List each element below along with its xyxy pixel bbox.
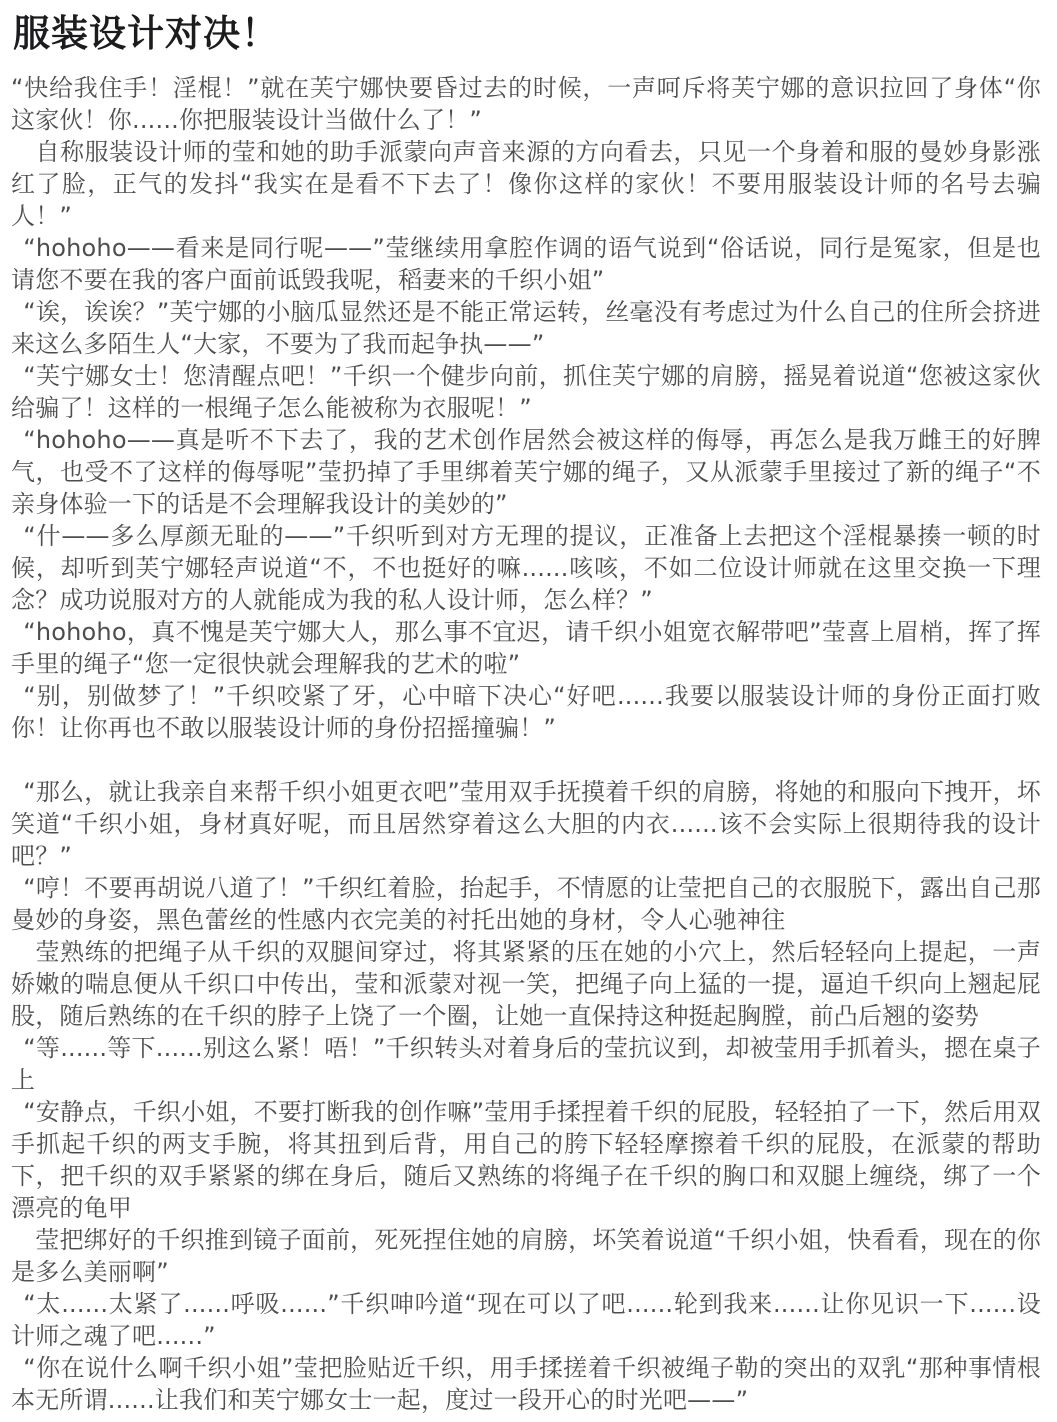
paragraph: “hohoho，真不愧是芙宁娜大人，那么事不宜迟，请千织小姐宽衣解带吧”莹喜上眉梢，挥了挥手里的绳子“您一定很快就会理解我的艺术的啦” xyxy=(11,618,1041,678)
paragraph: “哼！不要再胡说八道了！”千织红着脸，抬起手，不情愿的让莹把自己的衣服脱下，露出自己那曼妙的身姿，黑色蕾丝的性感内衣完美的衬托出她的身材，令人心驰神往 xyxy=(11,874,1041,934)
paragraph: 自称服装设计师的莹和她的助手派蒙向声音来源的方向看去，只见一个身着和服的曼妙身影涨红了脸，正气的发抖“我实在是看不下去了！像你这样的家伙！不要用服装设计师的名号去骗人！” xyxy=(11,138,1041,230)
paragraph: “你在说什么啊千织小姐”莹把脸贴近千织，用手揉搓着千织被绳子勒的突出的双乳“那种事情根本无所谓......让我们和芙宁娜女士一起，度过一段开心的时光吧——” xyxy=(11,1354,1041,1414)
paragraph: “什——多么厚颜无耻的——”千织听到对方无理的提议，正准备上去把这个淫棍暴揍一顿的时候，却听到芙宁娜轻声说道“不，不也挺好的嘛......咳咳，不如二位设计师就在这里交换一下理念？成功说服对方的人就能成为我的私人设计师，怎么样？” xyxy=(11,522,1041,614)
paragraph: “等......等下......别这么紧！唔！”千织转头对着身后的莹抗议到，却被莹用手抓着头，摁在桌子上 xyxy=(11,1034,1041,1094)
paragraph: “别，别做梦了！”千织咬紧了牙，心中暗下决心“好吧......我要以服装设计师的身份正面打败你！让你再也不敢以服装设计师的身份招摇撞骗！” xyxy=(11,682,1041,742)
article-body xyxy=(11,72,1041,1416)
paragraph: “芙宁娜女士！您清醒点吧！”千织一个健步向前，抓住芙宁娜的肩膀，摇晃着说道“您被这家伙给骗了！这样的一根绳子怎么能被称为衣服呢！” xyxy=(11,362,1041,422)
paragraph: “hohoho——真是听不下去了，我的艺术创作居然会被这样的侮辱，再怎么是我万雌王的好脾气，也受不了这样的侮辱呢”莹扔掉了手里绑着芙宁娜的绳子，又从派蒙手里接过了新的绳子“不亲身体验一下的话是不会理解我设计的美妙的” xyxy=(11,426,1041,518)
paragraph: “快给我住手！淫棍！”就在芙宁娜快要昏过去的时候，一声呵斥将芙宁娜的意识拉回了身体“你这家伙！你......你把服装设计当做什么了！” xyxy=(11,74,1041,134)
paragraph: 莹熟练的把绳子从千织的双腿间穿过，将其紧紧的压在她的小穴上，然后轻轻向上提起，一声娇嫩的喘息便从千织口中传出，莹和派蒙对视一笑，把绳子向上猛的一提，逼迫千织向上翘起屁股，随后熟练的在千织的脖子上饶了一个圈，让她一直保持这种挺起胸膛，前凸后翘的姿势 xyxy=(11,938,1041,1030)
paragraph-spacer xyxy=(11,744,1041,776)
page-title: 服装设计对决！ xyxy=(13,12,279,55)
paragraph: “hohoho——看来是同行呢——”莹继续用拿腔作调的语气说到“俗话说，同行是冤家，但是也请您不要在我的客户面前诋毁我呢，稻妻来的千织小姐” xyxy=(11,234,1041,294)
paragraph: 莹把绑好的千织推到镜子面前，死死捏住她的肩膀，坏笑着说道“千织小姐，快看看，现在的你是多么美丽啊” xyxy=(11,1226,1041,1286)
paragraph: “那么，就让我亲自来帮千织小姐更衣吧”莹用双手抚摸着千织的肩膀，将她的和服向下拽开，坏笑道“千织小姐，身材真好呢，而且居然穿着这么大胆的内衣......该不会实际上很期待我的设计吧？” xyxy=(11,778,1041,870)
paragraph: “安静点，千织小姐，不要打断我的创作嘛”莹用手揉捏着千织的屁股，轻轻拍了一下，然后用双手抓起千织的两支手腕，将其扭到后背，用自己的胯下轻轻摩擦着千织的屁股，在派蒙的帮助下，把千织的双手紧紧的绑在身后，随后又熟练的将绳子在千织的胸口和双腿上缠绕，绑了一个漂亮的龟甲 xyxy=(11,1098,1041,1222)
paragraph: “诶，诶诶？”芙宁娜的小脑瓜显然还是不能正常运转，丝毫没有考虑过为什么自己的住所会挤进来这么多陌生人“大家，不要为了我而起争执——” xyxy=(11,298,1041,358)
paragraph: “太......太紧了......呼吸......”千织呻吟道“现在可以了吧......轮到我来......让你见识一下......设计师之魂了吧......” xyxy=(11,1290,1041,1350)
